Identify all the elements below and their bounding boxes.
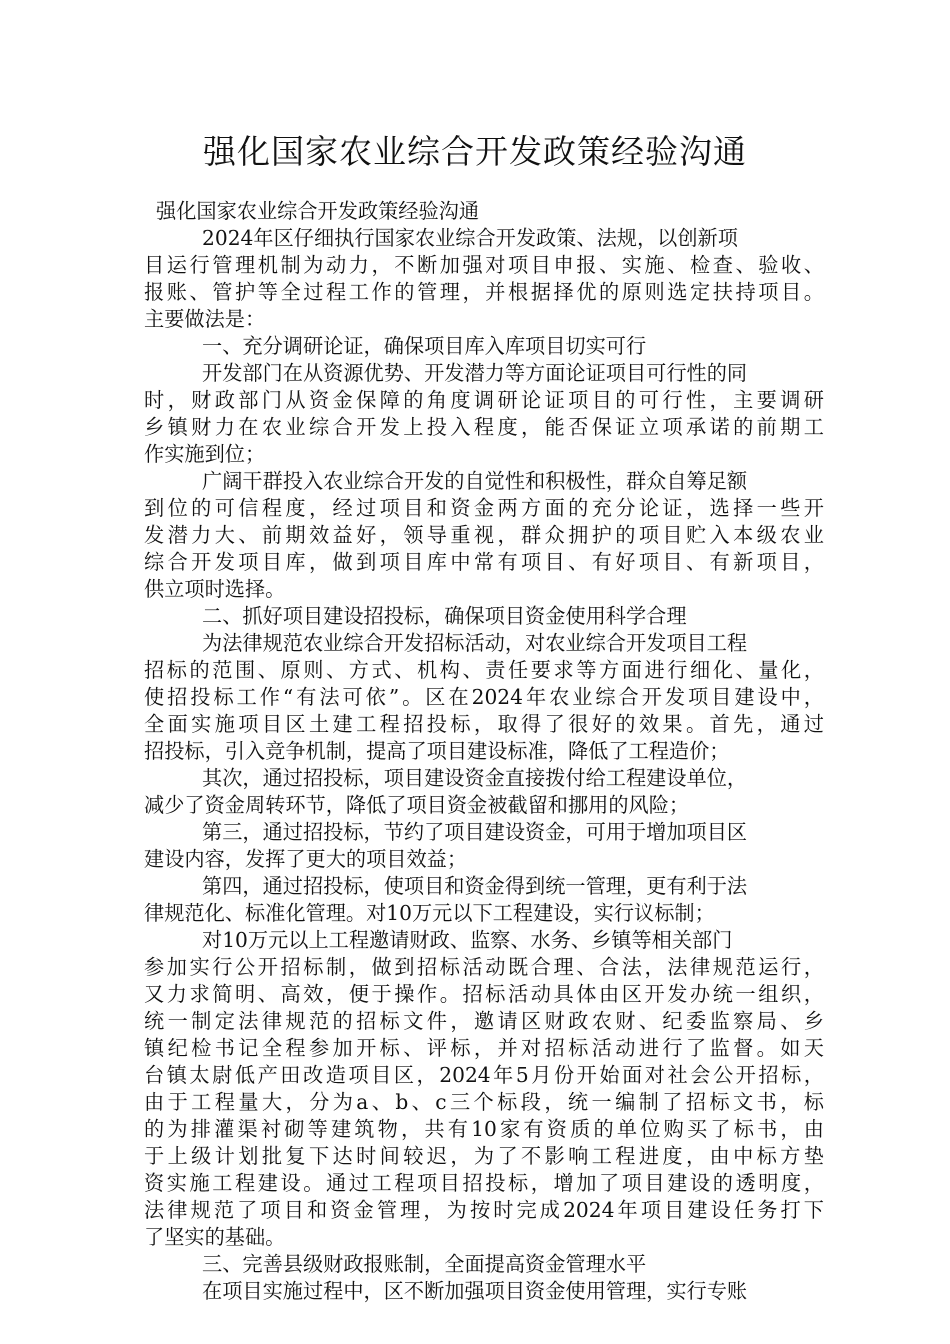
body-line: 统一制定法律规范的招标文件，邀请区财政农财、纪委监察局、乡 <box>144 1009 824 1033</box>
body-line: 律规范化、标准化管理。对10万元以下工程建设，实行议标制； <box>144 901 715 925</box>
body-line: 的为排灌渠衬砌等建筑物，共有10家有资质的单位购买了标书，由 <box>144 1117 824 1141</box>
body-line: 招标的范围、原则、方式、机构、责任要求等方面进行细化、量化， <box>144 658 824 682</box>
body-line: 为法律规范农业综合开发招标活动，对农业综合开发项目工程 <box>202 631 748 655</box>
body-line: 由于工程量大，分为a、b、c三个标段，统一编制了招标文书，标 <box>144 1090 824 1114</box>
body-line: 开发部门在从资源优势、开发潜力等方面论证项目可行性的同 <box>202 361 748 385</box>
body-line: 资实施工程建设。通过工程项目招投标，增加了项目建设的透明度， <box>144 1171 824 1195</box>
body-line: 主要做法是： <box>144 307 266 331</box>
body-line: 发潜力大、前期效益好，领导重视，群众拥护的项目贮入本级农业 <box>144 523 824 547</box>
body-line: 招投标，引入竞争机制，提高了项目建设标准，降低了工程造价； <box>144 739 730 763</box>
body-line: 到位的可信程度，经过项目和资金两方面的充分论证，选择一些开 <box>144 496 824 520</box>
body-line: 时，财政部门从资金保障的角度调研论证项目的可行性，主要调研 <box>144 388 824 412</box>
body-line: 参加实行公开招标制，做到招标活动既合理、合法，法律规范运行， <box>144 955 824 979</box>
body-line: 乡镇财力在农业综合开发上投入程度，能否保证立项承诺的前期工 <box>144 415 824 439</box>
body-line: 其次，通过招投标，项目建设资金直接拨付给工程建设单位， <box>202 766 748 790</box>
document-body <box>144 198 824 1305</box>
body-line: 台镇太尉低产田改造项目区，2024年5月份开始面对社会公开招标， <box>144 1063 824 1087</box>
body-line: 综合开发项目库，做到项目库中常有项目、有好项目、有新项目， <box>144 550 824 574</box>
body-line: 2024年区仔细执行国家农业综合开发政策、法规，以创新项 <box>202 226 738 250</box>
body-line: 又力求简明、高效，便于操作。招标活动具体由区开发办统一组织， <box>144 982 824 1006</box>
body-line: 在项目实施过程中，区不断加强项目资金使用管理，实行专账 <box>202 1279 748 1303</box>
body-line: 法律规范了项目和资金管理，为按时完成2024年项目建设任务打下 <box>144 1198 824 1222</box>
body-line: 使招投标工作“有法可依”。区在2024年农业综合开发项目建设中， <box>144 685 824 709</box>
body-line: 供立项时选择。 <box>144 577 286 601</box>
body-line: 镇纪检书记全程参加开标、评标，并对招标活动进行了监督。如天 <box>144 1036 824 1060</box>
body-line: 二、抓好项目建设招投标，确保项目资金使用科学合理 <box>202 604 687 628</box>
body-line: 一、充分调研论证，确保项目库入库项目切实可行 <box>202 334 647 358</box>
body-line: 于上级计划批复下达时间较迟，为了不影响工程进度，由中标方垫 <box>144 1144 824 1168</box>
body-line: 第三，通过招投标，节约了项目建设资金，可用于增加项目区 <box>202 820 748 844</box>
body-line: 广阔干群投入农业综合开发的自觉性和积极性，群众自筹足额 <box>202 469 748 493</box>
body-line: 目运行管理机制为动力，不断加强对项目申报、实施、检查、验收、 <box>144 253 824 277</box>
body-line: 减少了资金周转环节，降低了项目资金被截留和挪用的风险； <box>144 793 690 817</box>
body-line: 第四，通过招投标，使项目和资金得到统一管理，更有利于法 <box>202 874 748 898</box>
body-line: 全面实施项目区土建工程招投标，取得了很好的效果。首先，通过 <box>144 712 824 736</box>
body-line: 三、完善县级财政报账制，全面提高资金管理水平 <box>202 1252 647 1276</box>
body-line: 对10万元以上工程邀请财政、监察、水务、乡镇等相关部门 <box>202 928 733 952</box>
document-title: 强化国家农业综合开发政策经验沟通 <box>203 132 747 171</box>
body-lines <box>144 225 824 1305</box>
body-line: 了坚实的基础。 <box>144 1225 286 1249</box>
body-line: 报账、管护等全过程工作的管理，并根据择优的原则选定扶持项目。 <box>144 280 824 304</box>
body-line: 作实施到位； <box>144 442 266 466</box>
document-subtitle: 强化国家农业综合开发政策经验沟通 <box>156 199 480 223</box>
body-line: 建设内容，发挥了更大的项目效益； <box>144 847 468 871</box>
